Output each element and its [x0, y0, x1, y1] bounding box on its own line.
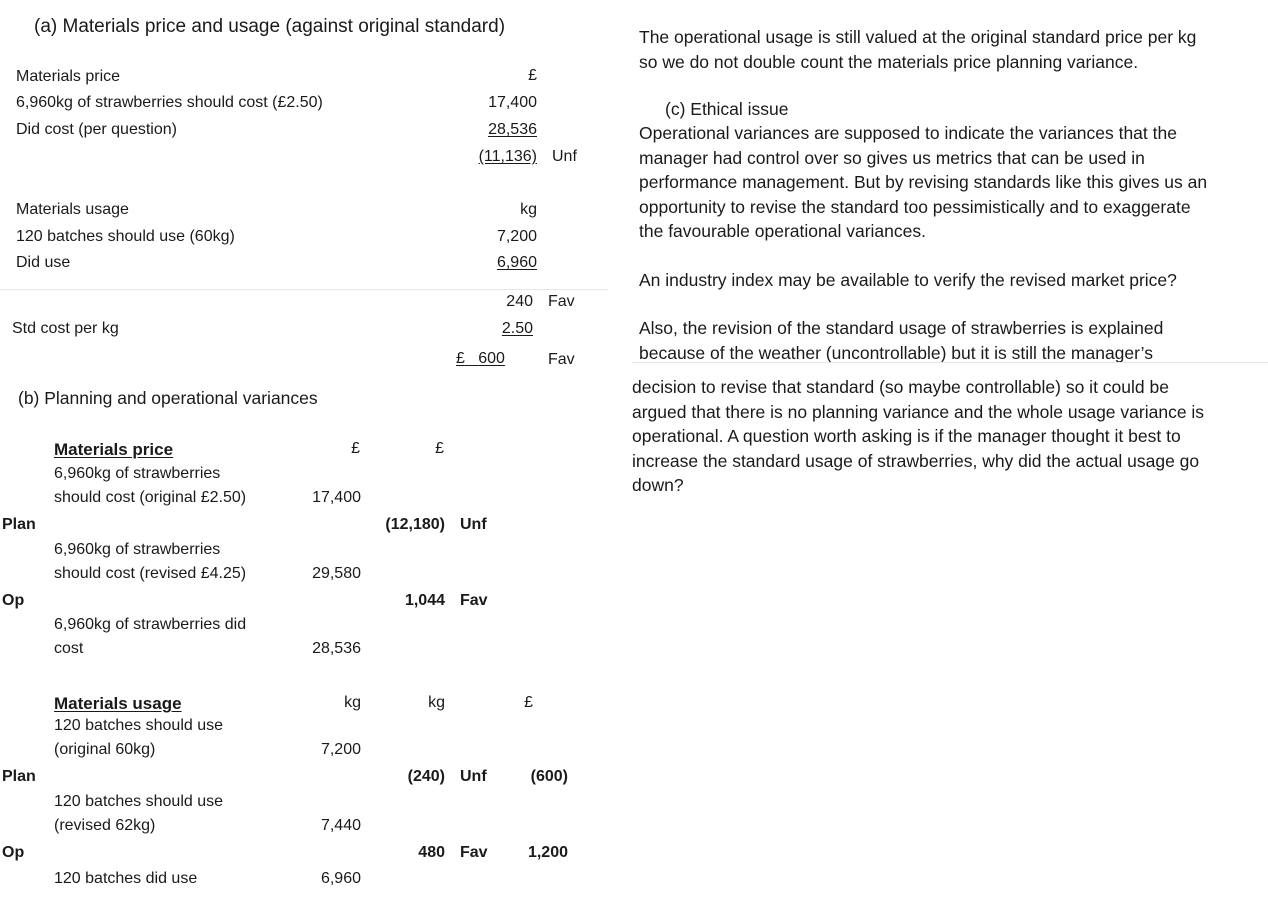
plan-label: Plan: [2, 768, 36, 785]
price-row-label: 6,960kg of strawberries should cost (£2.50): [16, 94, 323, 111]
usage-col1-unit: kg: [344, 694, 361, 711]
price-plan-tag: Unf: [460, 516, 487, 533]
usage-op-money: 1,200: [527, 844, 568, 861]
usage-col2-unit: kg: [428, 694, 445, 711]
usage-row-label: Did use: [16, 254, 71, 271]
price-plan-value: (12,180): [385, 516, 445, 533]
text-line: decision to revise that standard (so maybe controllable) so it could be: [632, 377, 1169, 397]
price-unit: £: [528, 67, 537, 84]
text-line: manager had control over so gives us metrics that can be used in: [639, 147, 1145, 168]
price-row3-line1: 6,960kg of strawberries did: [54, 616, 247, 633]
price-row2-line2: should cost (revised £4.25): [54, 565, 247, 582]
divider: [632, 362, 1268, 363]
price-row3-line2: cost: [54, 640, 84, 657]
price-row1-line1: 6,960kg of strawberries: [54, 465, 221, 482]
usage-row-value: 6,960: [496, 254, 537, 271]
section-a-heading: (a) Materials price and usage (against original standard): [34, 16, 506, 37]
usage-row-label: 120 batches should use (60kg): [16, 228, 235, 245]
price-row-value: 28,536: [488, 121, 537, 138]
divider: [0, 289, 608, 290]
price-op-value: 1,044: [404, 592, 445, 609]
usage-row2-line1: 120 batches should use: [54, 793, 224, 810]
usage-plan-tag: Unf: [460, 768, 487, 785]
intro-paragraph: [639, 25, 1196, 74]
result-currency: £: [456, 350, 465, 367]
also-paragraph: [639, 316, 1163, 365]
section-c-heading: (c) Ethical issue: [665, 99, 789, 119]
price-variance-tag: Unf: [552, 148, 577, 165]
text-line: performance management. But by revising standards like this gives us an: [639, 172, 1208, 192]
price-row2-value: 29,580: [312, 565, 361, 582]
text-line: opportunity to revise the standard too pessimistically and to exaggerate: [639, 196, 1191, 217]
usage-row1-line1: 120 batches should use: [54, 717, 224, 734]
text-line: the favourable operational variances.: [639, 221, 926, 241]
materials-usage-label: Materials usage: [16, 201, 129, 218]
text-line: operational. A question worth asking is if the manager thought it best to: [632, 426, 1181, 446]
price-row1-line2: should cost (original £2.50): [54, 489, 247, 506]
usage-variance-tag: Fav: [548, 293, 575, 310]
price-row2-line1: 6,960kg of strawberries: [54, 541, 221, 558]
price-col1-unit: £: [351, 440, 360, 457]
text-line: The operational usage is still valued at the original standard price per kg: [639, 27, 1197, 47]
price-table-title: Materials price: [54, 440, 174, 459]
price-op-tag: Fav: [460, 592, 488, 609]
price-row-label: Did cost (per question): [16, 121, 177, 138]
price-row-value: 17,400: [488, 94, 537, 111]
usage-variance: 240: [506, 293, 533, 310]
usage-plan-value: (240): [407, 768, 445, 785]
usage-row3-value: 6,960: [320, 870, 361, 887]
text-line: because of the weather (uncontrollable) but it is still the manager’s: [639, 342, 1153, 363]
usage-row-value: 7,200: [496, 228, 537, 245]
decision-paragraph: [632, 375, 1204, 498]
usage-result-tag: Fav: [548, 351, 575, 368]
index-paragraph: An industry index may be available to verify the revised market price?: [639, 270, 1177, 290]
ethical-paragraph: [639, 121, 1207, 244]
usage-col3-unit: £: [524, 694, 533, 711]
usage-table-title: Materials usage: [54, 694, 182, 713]
price-row3-value: 28,536: [312, 640, 361, 657]
usage-row1-value: 7,200: [320, 741, 361, 758]
price-col2-unit: £: [435, 440, 444, 457]
usage-plan-money: (600): [530, 768, 568, 785]
usage-row1-line2: (original 60kg): [54, 741, 156, 758]
text-line: Also, the revision of the standard usage of strawberries is explained: [639, 318, 1164, 338]
result-value: 600: [478, 350, 505, 367]
text-line: increase the standard usage of strawberries, why did the actual usage go: [632, 450, 1200, 471]
section-b-heading: (b) Planning and operational variances: [18, 388, 318, 408]
usage-unit: kg: [520, 201, 537, 218]
op-label: Op: [2, 592, 25, 609]
usage-result: [456, 351, 505, 367]
op-label: Op: [2, 844, 25, 861]
text-line: down?: [632, 475, 684, 495]
text-line: Operational variances are supposed to indicate the variances that the: [639, 123, 1177, 143]
usage-row2-line2: (revised 62kg): [54, 817, 156, 834]
text-line: argued that there is no planning variance and the whole usage variance is: [632, 401, 1205, 422]
std-cost-value: 2.50: [501, 320, 533, 337]
usage-row2-value: 7,440: [320, 817, 361, 834]
plan-label: Plan: [2, 516, 36, 533]
text-line: so we do not double count the materials price planning variance.: [639, 51, 1139, 72]
materials-price-label: Materials price: [16, 68, 121, 85]
std-cost-label: Std cost per kg: [12, 320, 119, 337]
usage-row3-line1: 120 batches did use: [54, 870, 198, 887]
usage-op-tag: Fav: [460, 844, 488, 861]
price-variance: (11,136): [478, 148, 537, 165]
usage-op-value: 480: [418, 844, 445, 861]
price-row1-value: 17,400: [312, 489, 361, 506]
